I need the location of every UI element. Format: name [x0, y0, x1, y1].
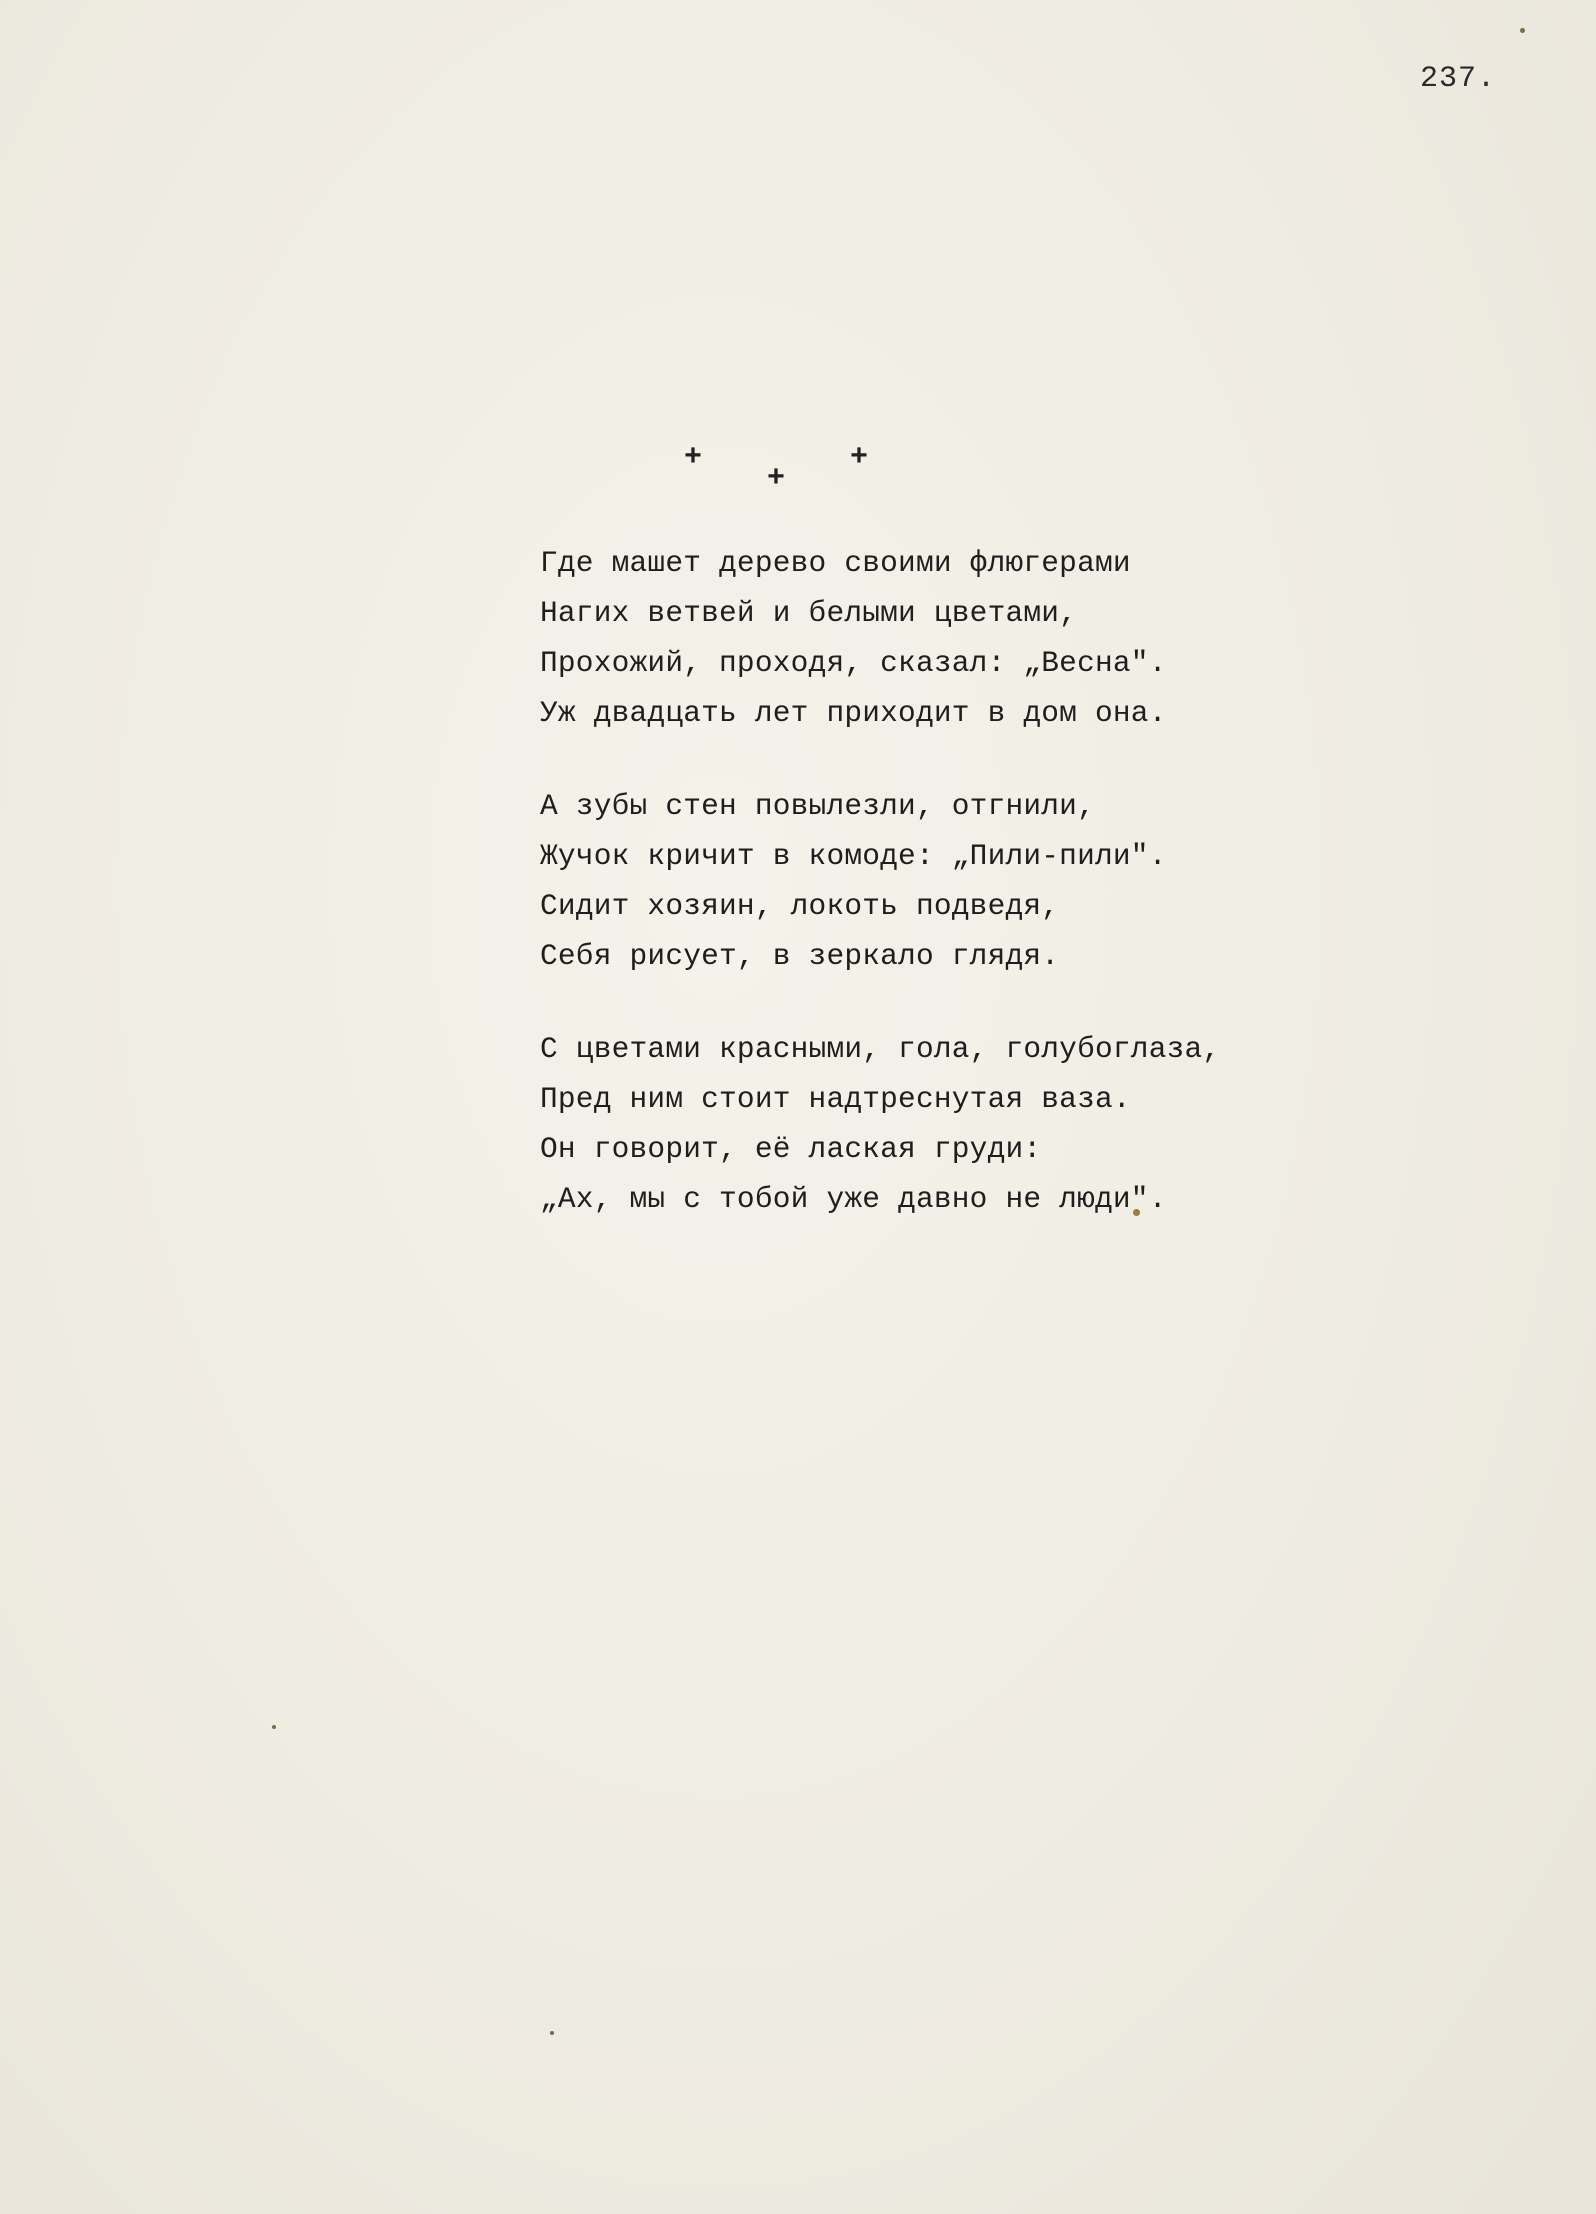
page-number: 237.	[1420, 62, 1497, 96]
stanza	[540, 781, 1540, 981]
poem-line: С цветами красными, гола, голубоглаза,	[540, 1032, 1221, 1066]
section-ornament	[0, 0, 1596, 520]
ornament-star: +	[767, 462, 786, 496]
ornament-star: +	[684, 441, 703, 475]
poem-line: Сидит хозяин, локоть подведя,	[540, 889, 1060, 923]
poem-line: Прохожий, проходя, сказал: „Весна".	[540, 646, 1167, 680]
poem-line: Он говорит, её лаская груди:	[540, 1132, 1042, 1166]
poem-line: Нагих ветвей и белыми цветами,	[540, 596, 1078, 630]
poem-line: „Ах, мы с тобой уже давно не люди".	[540, 1182, 1167, 1216]
poem-line: Жучок кричит в комоде: „Пили-пили".	[540, 839, 1167, 873]
ornament-star: +	[850, 441, 869, 475]
poem-line: Где машет дерево своими флюгерами	[540, 546, 1131, 580]
poem	[540, 538, 1540, 1267]
stanza	[540, 538, 1540, 738]
stanza	[540, 1024, 1540, 1224]
paper-speck	[272, 1725, 276, 1729]
poem-line: Себя рисует, в зеркало глядя.	[540, 939, 1060, 973]
poem-line: А зубы стен повылезли, отгнили,	[540, 789, 1095, 823]
paper-speck	[550, 2031, 554, 2035]
poem-line: Пред ним стоит надтреснутая ваза.	[540, 1082, 1131, 1116]
poem-line: Уж двадцать лет приходит в дом она.	[540, 696, 1167, 730]
